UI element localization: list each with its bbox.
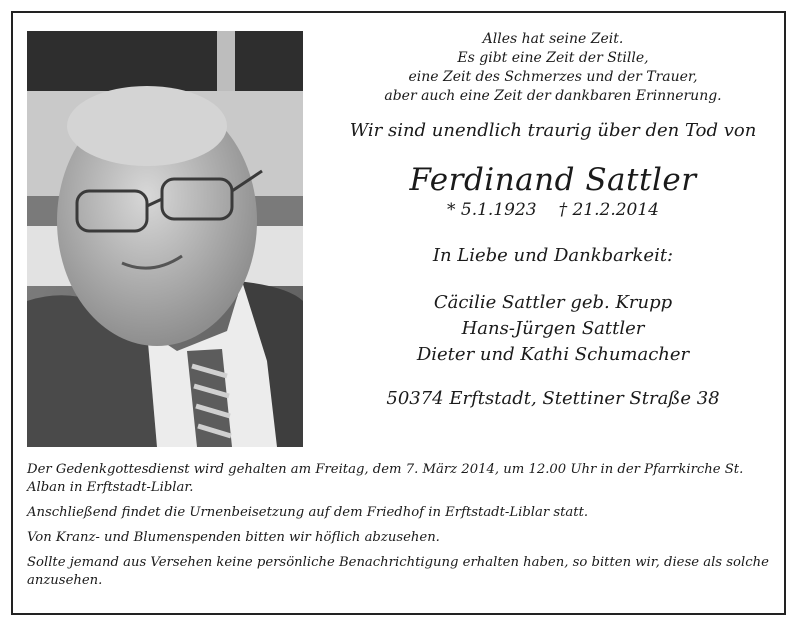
thanks-line: In Liebe und Dankbarkeit: <box>432 245 674 266</box>
intro-text: Wir sind unendlich traurig über den Tod von <box>349 120 757 141</box>
poem-line: Alles hat seine Zeit. <box>482 31 624 47</box>
notice-paragraph: Von Kranz- und Blumenspenden bitten wir höflich abzusehen. <box>27 530 440 545</box>
poem <box>322 30 784 106</box>
notice-paragraph: Der Gedenkgottesdienst wird gehalten am Freitag, dem 7. März 2014, um 12.00 Uhr in der Pfarrkirche St. Alban in Erftstadt-Liblar. <box>27 462 744 495</box>
notice-paragraph: Anschließend findet die Urnenbeisetzung auf dem Friedhof in Erftstadt-Liblar statt. <box>27 505 589 520</box>
portrait-photo <box>27 31 303 447</box>
poem-line: eine Zeit des Schmerzes und der Trauer, <box>408 69 698 85</box>
mourner: Dieter und Kathi Schumacher <box>416 344 690 365</box>
portrait-illustration <box>27 31 303 447</box>
deceased-name: Ferdinand Sattler <box>409 162 697 198</box>
mourner: Cäcilie Sattler geb. Krupp <box>433 292 673 313</box>
poem-line: Es gibt eine Zeit der Stille, <box>457 50 649 66</box>
announcement <box>322 30 784 409</box>
mourners-list <box>322 290 784 368</box>
address: 50374 Erftstadt, Stettiner Straße 38 <box>386 388 720 409</box>
death-date: † 21.2.2014 <box>558 200 660 220</box>
birth-date: * 5.1.1923 <box>446 200 537 220</box>
notice-paragraph: Sollte jemand aus Versehen keine persönliche Benachrichtigung erhalten haben, so bitten wir, diese als solche anzusehen. <box>27 555 769 588</box>
notices <box>27 461 779 597</box>
poem-line: aber auch eine Zeit der dankbaren Erinnerung. <box>384 88 722 104</box>
mourner: Hans-Jürgen Sattler <box>461 318 645 339</box>
life-dates <box>322 200 784 220</box>
